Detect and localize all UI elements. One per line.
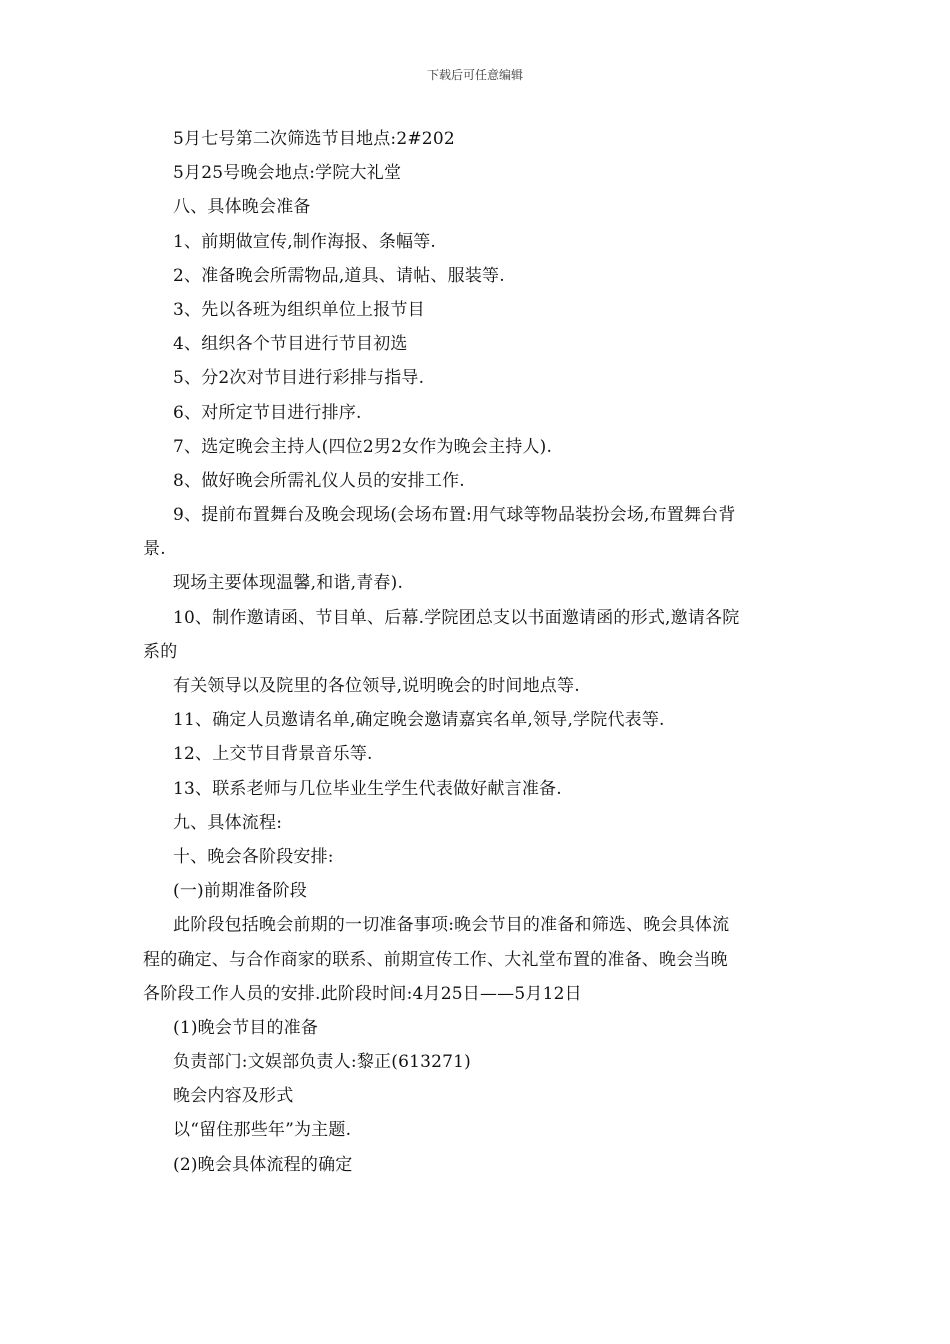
text-line: 7、选定晚会主持人(四位2男2女作为晚会主持人). [173,436,553,457]
text-line: 各阶段工作人员的安排.此阶段时间:4月25日——5月12日 [143,983,582,1004]
text-line: 系的 [143,641,178,662]
text-line: 1、前期做宣传,制作海报、条幅等. [173,231,437,252]
page-header: 下载后可任意编辑 [426,68,523,82]
text-line: 13、联系老师与几位毕业生学生代表做好献言准备. [173,778,562,799]
text-line: 现场主要体现温馨,和谐,青春). [173,573,404,594]
text-line: 2、准备晚会所需物品,道具、请帖、服装等. [173,265,505,286]
text-line: 晚会内容及形式 [173,1086,294,1107]
text-line: 十、晚会各阶段安排: [173,846,334,867]
text-line: 有关领导以及院里的各位领导,说明晚会的时间地点等. [173,676,580,696]
text-line: 3、先以各班为组织单位上报节目 [173,299,425,320]
text-line: 八、具体晚会准备 [173,197,311,218]
text-line: 此阶段包括晚会前期的一切准备事项:晚会节目的准备和筛选、晚会具体流 [173,915,730,936]
text-line: 12、上交节目背景音乐等. [173,744,373,765]
text-line: 负责部门:文娱部负责人:黎正(613271) [173,1052,472,1073]
text-line: 景. [143,539,166,560]
text-line: 5月25号晚会地点:学院大礼堂 [173,163,402,184]
text-line: 9、提前布置舞台及晚会现场(会场布置:用气球等物品装扮会场,布置舞台背 [173,505,736,526]
text-line: 5、分2次对节目进行彩排与指导. [173,368,425,389]
text-line: 10、制作邀请函、节目单、后幕.学院团总支以书面邀请函的形式,邀请各院 [173,607,740,628]
text-line: 5月七号第二次筛选节目地点:2#202 [173,129,455,149]
text-line: (一)前期准备阶段 [173,881,308,902]
text-line: (1)晚会节目的准备 [173,1017,319,1038]
text-line: (2)晚会具体流程的确定 [173,1154,353,1175]
text-line: 11、确定人员邀请名单,确定晚会邀请嘉宾名单,领导,学院代表等. [173,710,665,731]
text-line: 4、组织各个节目进行节目初选 [173,334,408,355]
text-line: 九、具体流程: [173,812,283,833]
text-line: 8、做好晚会所需礼仪人员的安排工作. [173,470,465,491]
text-line: 以“留住那些年”为主题. [173,1120,352,1141]
text-line: 6、对所定节目进行排序. [173,402,362,423]
document-body [143,122,811,1182]
text-line: 程的确定、与合作商家的联系、前期宣传工作、大礼堂布置的准备、晚会当晚 [143,949,728,970]
